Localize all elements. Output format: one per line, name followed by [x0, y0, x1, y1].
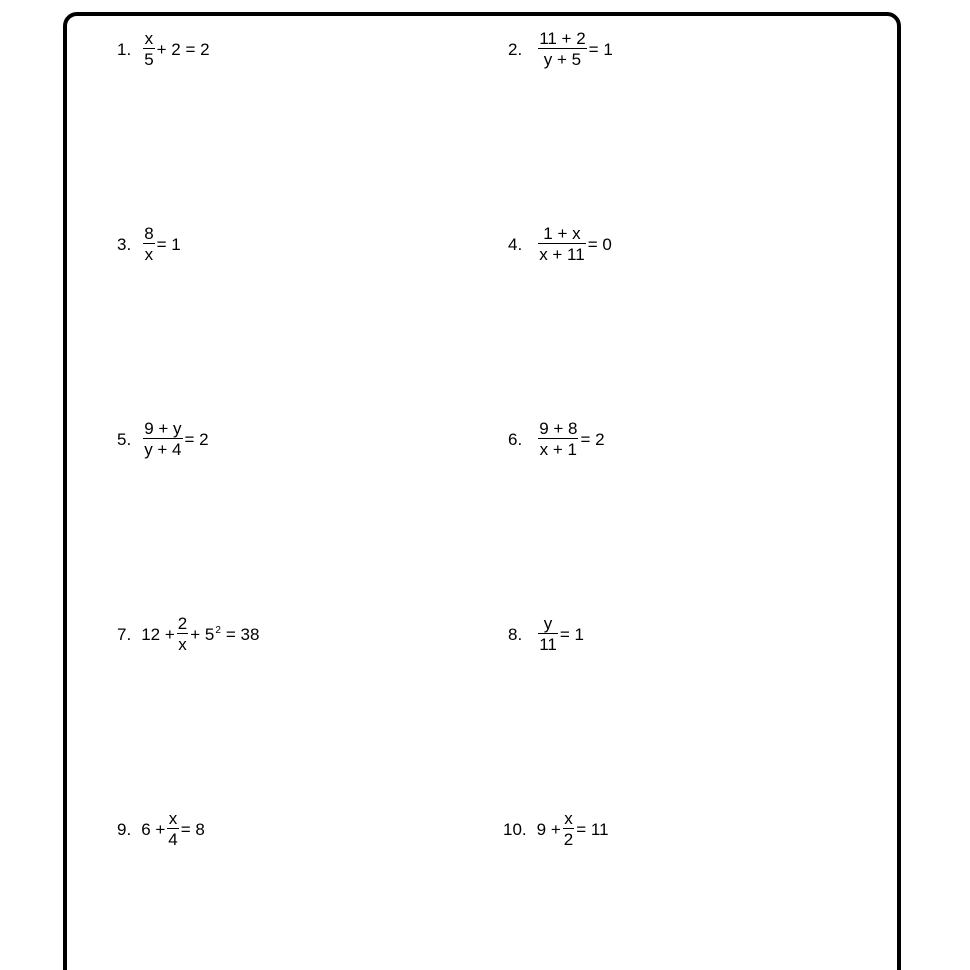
problem-number: 4. [508, 234, 523, 254]
equation-rest: = 8 [180, 819, 205, 839]
numerator: y [543, 614, 553, 633]
problem-number: 6. [508, 429, 523, 449]
problem-6 [508, 420, 605, 458]
denominator: 4 [168, 830, 178, 849]
numerator: x [144, 29, 154, 48]
problem-number: 5. [117, 429, 132, 449]
fraction [538, 615, 558, 653]
equation [537, 810, 609, 848]
problem-1 [117, 30, 210, 68]
numerator: 2 [177, 614, 188, 633]
numerator: 11 + 2 [539, 29, 586, 48]
fraction [143, 225, 154, 263]
equation [536, 30, 613, 68]
fraction [538, 225, 586, 263]
denominator: 5 [144, 50, 154, 69]
fraction [143, 30, 154, 68]
denominator: x [144, 245, 154, 264]
power-base: + 5 [190, 624, 215, 644]
problem-number: 7. [117, 624, 132, 644]
denominator: x + 1 [539, 440, 577, 459]
problem-4 [508, 225, 612, 263]
equation-rest: = 0 [587, 234, 612, 254]
problem-10 [503, 810, 609, 848]
problem-8 [508, 615, 584, 653]
equation-middle [190, 626, 221, 643]
problem-number: 3. [117, 234, 132, 254]
denominator: x [178, 635, 187, 654]
denominator: y + 4 [144, 440, 182, 459]
problem-number: 9. [117, 819, 132, 839]
equation-rest: = 38 [225, 624, 260, 644]
fraction [538, 30, 586, 68]
equation [536, 615, 584, 653]
equation-rest: + 2 = 2 [156, 39, 210, 59]
problem-number: 8. [508, 624, 523, 644]
problem-7 [117, 615, 259, 653]
problem-number: 1. [117, 39, 132, 59]
denominator: 11 [539, 635, 557, 654]
problem-2 [508, 30, 613, 68]
problem-number: 2. [508, 39, 523, 59]
equation [141, 810, 205, 848]
fraction [167, 810, 178, 848]
equation [141, 420, 208, 458]
equation-rest: = 1 [588, 39, 613, 59]
equation-prefix: 12 + [141, 624, 175, 644]
equation-rest: = 11 [576, 819, 609, 839]
numerator: x [564, 809, 573, 828]
equation [536, 225, 612, 263]
equation [141, 225, 181, 263]
problem-5 [117, 420, 209, 458]
problem-number: 10. [503, 819, 527, 839]
numerator: 9 + 8 [539, 419, 578, 438]
equation [141, 30, 209, 68]
fraction [538, 420, 578, 458]
numerator: 8 [144, 224, 154, 243]
equation-rest: = 1 [156, 234, 181, 254]
numerator: 1 + x [543, 224, 581, 243]
equation-rest: = 2 [580, 429, 605, 449]
problem-3 [117, 225, 181, 263]
fraction [563, 810, 574, 848]
denominator: x + 11 [539, 245, 585, 264]
denominator: y + 5 [543, 50, 582, 69]
exponent: 2 [215, 624, 221, 636]
equation-prefix: 9 + [536, 819, 561, 839]
fraction [143, 420, 182, 458]
equation [536, 420, 604, 458]
numerator: x [168, 809, 178, 828]
denominator: 2 [563, 830, 574, 849]
equation-prefix: 6 + [141, 819, 166, 839]
numerator: 9 + y [144, 419, 182, 438]
equation [141, 615, 259, 653]
fraction [177, 615, 188, 653]
equation-rest: = 1 [559, 624, 584, 644]
problem-9 [117, 810, 205, 848]
equation-rest: = 2 [184, 429, 209, 449]
